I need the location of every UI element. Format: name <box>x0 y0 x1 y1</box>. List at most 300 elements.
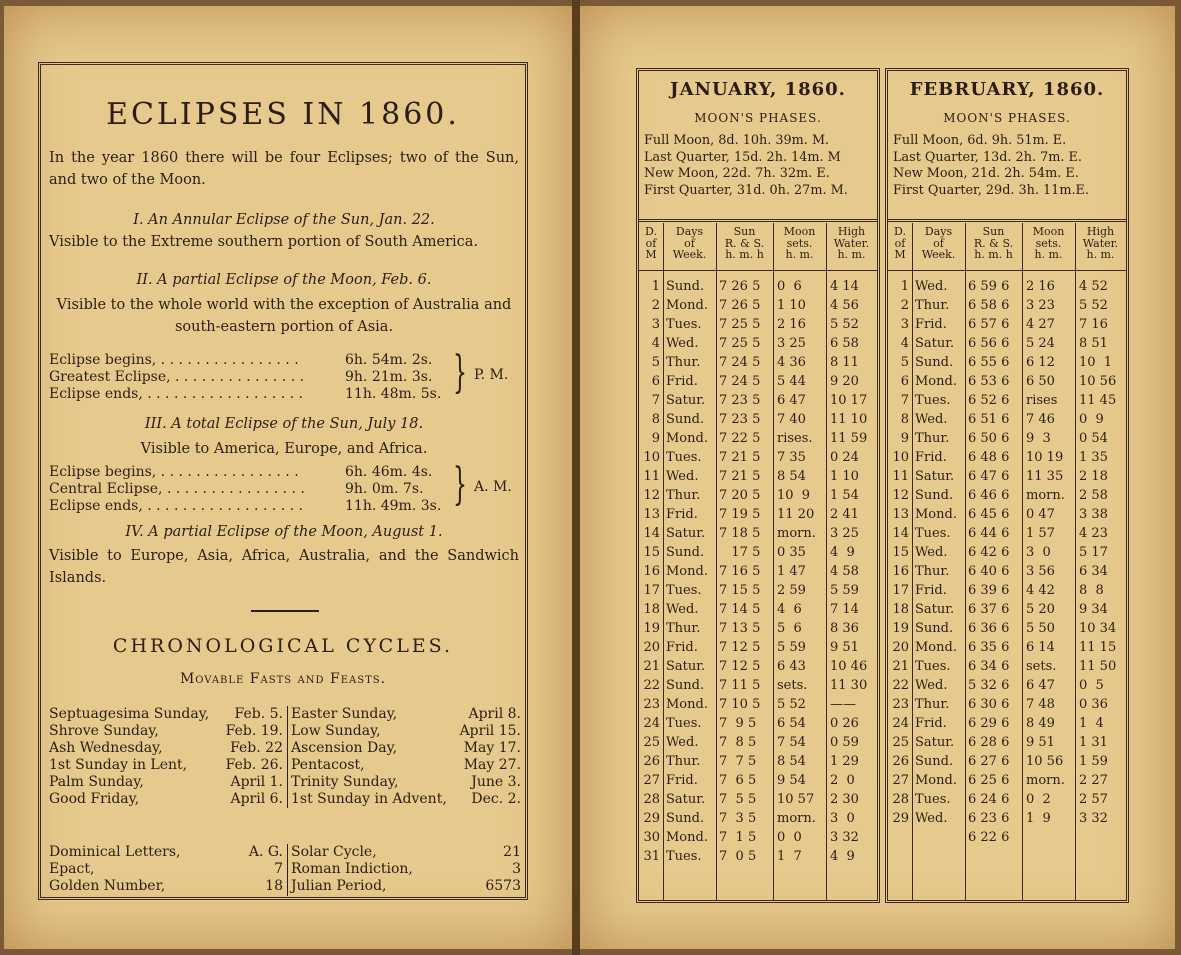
day-of-month: 8 <box>900 412 909 427</box>
moon-sets: 6 12 <box>1026 355 1055 370</box>
day-of-week: Satur. <box>666 792 706 807</box>
high-water: 3 38 <box>1079 507 1108 522</box>
feasts-left <box>49 706 283 808</box>
moon-sets: 5 52 <box>777 697 806 712</box>
item-value: June 3. <box>471 774 521 790</box>
left-page <box>4 6 572 949</box>
high-water: 1 29 <box>830 754 859 769</box>
high-water: 2 18 <box>1079 469 1108 484</box>
day-of-week: Thur. <box>666 754 701 769</box>
column-header: Moon sets. h. m. <box>783 225 816 261</box>
day-of-week: Frid. <box>915 583 947 598</box>
phase-line: Full Moon, 8d. 10h. 39m. M. <box>644 133 830 148</box>
cycles-right <box>291 844 521 895</box>
table-row <box>888 581 1126 600</box>
timing-value: 6h. 46m. 4s. <box>345 464 433 480</box>
eclipses-intro: In the year 1860 there will be four Eclipses; two of the Sun, and two of the Moon. <box>49 150 519 188</box>
table-row <box>639 600 877 619</box>
high-water: 4 9 <box>830 849 855 864</box>
high-water: 2 41 <box>830 507 859 522</box>
table-row <box>639 296 877 315</box>
day-of-month: 27 <box>643 773 660 788</box>
day-of-week: Mond. <box>666 697 708 712</box>
sun-rise-set: 7 22 5 <box>719 431 761 446</box>
day-of-week: Sund. <box>666 678 705 693</box>
item-value: May 17. <box>463 740 521 756</box>
day-of-month: 1 <box>651 279 660 294</box>
high-water: 4 14 <box>830 279 859 294</box>
moon-sets: 11 20 <box>777 507 815 522</box>
day-of-month: 4 <box>651 336 660 351</box>
sun-rise-set: 6 39 6 <box>968 583 1010 598</box>
table-row <box>888 752 1126 771</box>
day-of-month: 6 <box>651 374 660 389</box>
high-water: 10 56 <box>1079 374 1117 389</box>
month-title: JANUARY, 1860. <box>670 79 846 100</box>
sun-rise-set: 6 52 6 <box>968 393 1010 408</box>
table-row <box>639 429 877 448</box>
day-of-month: 10 <box>892 450 909 465</box>
day-of-week: Sund. <box>666 412 705 427</box>
day-of-week: Tues. <box>666 849 702 864</box>
day-of-month: 9 <box>900 431 909 446</box>
day-of-week: Tues. <box>915 659 951 674</box>
column-header: Days of Week. <box>921 225 956 261</box>
phase-line: First Quarter, 29d. 3h. 11m.E. <box>893 182 1089 198</box>
column-header: D. of M <box>894 225 906 261</box>
day-of-week: Sund. <box>915 754 954 769</box>
day-of-week: Wed. <box>666 735 699 750</box>
moon-sets: 6 54 <box>777 716 806 731</box>
day-of-week: Frid. <box>915 450 947 465</box>
day-of-week: Tues. <box>666 583 702 598</box>
day-of-week: Frid. <box>666 773 698 788</box>
day-of-week: Satur. <box>666 393 706 408</box>
table-row <box>888 429 1126 448</box>
day-of-week: Wed. <box>666 602 699 617</box>
high-water: 10 1 <box>1079 355 1113 370</box>
moon-sets: sets. <box>1026 659 1057 674</box>
day-of-month: 9 <box>651 431 660 446</box>
sun-rise-set: 7 12 5 <box>719 659 761 674</box>
table-row <box>888 372 1126 391</box>
moon-sets: rises. <box>777 431 813 446</box>
moon-sets: 10 19 <box>1026 450 1064 465</box>
day-of-week: Satur. <box>915 602 955 617</box>
item-name: Easter Sunday, <box>291 706 398 722</box>
phase-line: Full Moon, 6d. 9h. 51m. E. <box>893 133 1067 148</box>
item-value: Dec. 2. <box>471 791 521 807</box>
sun-rise-set: 6 45 6 <box>968 507 1010 522</box>
sun-rise-set: 6 50 6 <box>968 431 1010 446</box>
moon-sets: 9 54 <box>777 773 806 788</box>
day-of-month: 16 <box>892 564 909 579</box>
moon-sets: 3 23 <box>1026 298 1055 313</box>
table-row <box>639 619 877 638</box>
header-rule-top <box>888 219 1126 222</box>
item-name: Dominical Letters, <box>49 844 181 860</box>
item-name: Trinity Sunday, <box>291 774 399 790</box>
table-row <box>888 733 1126 752</box>
table-row <box>639 315 877 334</box>
sun-rise-set: 6 40 6 <box>968 564 1010 579</box>
day-of-week: Thur. <box>666 621 701 636</box>
item-value: Feb. 19. <box>225 723 283 739</box>
sun-rise-set: 7 13 5 <box>719 621 761 636</box>
high-water: 5 59 <box>830 583 859 598</box>
high-water: 2 57 <box>1079 792 1108 807</box>
day-of-month: 24 <box>643 716 660 731</box>
month-title: FEBRUARY, 1860. <box>909 79 1105 100</box>
table-row <box>888 562 1126 581</box>
high-water: 4 52 <box>1079 279 1108 294</box>
moon-sets: 4 6 <box>777 602 802 617</box>
moon-sets: 10 9 <box>777 488 811 503</box>
day-of-week: Sund. <box>915 355 954 370</box>
table-row <box>639 391 877 410</box>
moon-sets: 1 9 <box>1026 811 1051 826</box>
day-of-week: Mond. <box>666 830 708 845</box>
table-row <box>888 410 1126 429</box>
table-row <box>639 638 877 657</box>
day-of-month: 18 <box>643 602 660 617</box>
day-of-month: 3 <box>900 317 909 332</box>
phase-line: Last Quarter, 15d. 2h. 14m. M <box>644 149 841 165</box>
high-water: 2 30 <box>830 792 859 807</box>
sun-rise-set: 6 37 6 <box>968 602 1010 617</box>
table-row <box>888 353 1126 372</box>
sun-rise-set: 6 58 6 <box>968 298 1010 313</box>
eclipse-3-heading: III. A total Eclipse of the Sun, July 18. <box>144 416 424 432</box>
moon-sets: 6 14 <box>1026 640 1055 655</box>
day-of-month: 20 <box>643 640 660 655</box>
day-of-week: Sund. <box>666 279 705 294</box>
high-water: 0 24 <box>830 450 859 465</box>
moon-sets: 2 59 <box>777 583 806 598</box>
sun-rise-set: 6 22 6 <box>968 830 1010 845</box>
item-name: 1st Sunday in Lent, <box>49 757 188 773</box>
sun-rise-set: 7 25 5 <box>719 336 761 351</box>
moon-sets: 4 36 <box>777 355 806 370</box>
list-item <box>291 706 521 723</box>
table-row <box>888 790 1126 809</box>
day-of-week: Wed. <box>915 811 948 826</box>
moon-sets: 7 40 <box>777 412 806 427</box>
day-of-month: 29 <box>643 811 660 826</box>
table-row <box>639 771 877 790</box>
moon-sets: 1 47 <box>777 564 806 579</box>
table-row <box>888 600 1126 619</box>
moon-sets: 7 46 <box>1026 412 1055 427</box>
table-row <box>888 505 1126 524</box>
sun-rise-set: 7 23 5 <box>719 412 761 427</box>
sun-rise-set: 6 46 6 <box>968 488 1010 503</box>
item-name: 1st Sunday in Advent, <box>291 791 447 807</box>
table-row <box>888 695 1126 714</box>
item-value: May 27. <box>463 757 521 773</box>
sun-rise-set: 7 19 5 <box>719 507 761 522</box>
moon-sets: 10 56 <box>1026 754 1064 769</box>
item-name: Pentacost, <box>291 757 365 773</box>
cycles-title: CHRONOLOGICAL CYCLES. <box>112 635 454 657</box>
high-water: 11 15 <box>1079 640 1117 655</box>
day-of-week: Wed. <box>666 336 699 351</box>
day-of-week: Frid. <box>666 507 698 522</box>
moon-sets: 5 20 <box>1026 602 1055 617</box>
table-row <box>888 448 1126 467</box>
table-row <box>888 524 1126 543</box>
day-of-week: Satur. <box>915 735 955 750</box>
moon-sets: 7 35 <box>777 450 806 465</box>
day-of-month: 26 <box>643 754 660 769</box>
day-of-week: Satur. <box>915 336 955 351</box>
moon-sets: 5 44 <box>777 374 806 389</box>
list-item <box>49 706 283 723</box>
item-name: Shrove Sunday, <box>49 723 159 739</box>
item-value: April 6. <box>230 791 283 807</box>
high-water: 6 58 <box>830 336 859 351</box>
eclipse-2-heading: II. A partial Eclipse of the Moon, Feb. 6. <box>136 272 432 288</box>
sun-rise-set: 6 48 6 <box>968 450 1010 465</box>
sun-rise-set: 7 25 5 <box>719 317 761 332</box>
day-of-month: 20 <box>892 640 909 655</box>
timing-label: Eclipse begins, . . . . . . . . . . . . . . . . <box>49 352 299 368</box>
feasts-right <box>291 706 521 808</box>
day-of-month: 13 <box>892 507 909 522</box>
table-row <box>888 277 1126 296</box>
moon-sets: 5 24 <box>1026 336 1055 351</box>
table-row <box>639 524 877 543</box>
column-header: D. of M <box>645 225 657 261</box>
high-water: 5 52 <box>1079 298 1108 313</box>
moon-sets: 0 47 <box>1026 507 1055 522</box>
timing-value: 6h. 54m. 2s. <box>345 352 433 368</box>
moon-sets: 7 48 <box>1026 697 1055 712</box>
moon-sets: 2 16 <box>777 317 806 332</box>
list-item <box>291 740 521 757</box>
day-of-month: 27 <box>892 773 909 788</box>
moon-sets: 6 47 <box>1026 678 1055 693</box>
table-row <box>639 277 877 296</box>
eclipses-title: ECLIPSES IN 1860. <box>106 97 460 132</box>
high-water: 0 9 <box>1079 412 1104 427</box>
day-of-month: 18 <box>892 602 909 617</box>
day-of-month: 5 <box>900 355 909 370</box>
high-water: 8 51 <box>1079 336 1108 351</box>
sun-rise-set: 7 12 5 <box>719 640 761 655</box>
day-of-month: 3 <box>651 317 660 332</box>
moon-sets: 5 6 <box>777 621 802 636</box>
day-of-month: 11 <box>892 469 909 484</box>
cycles-divider <box>287 844 288 896</box>
day-of-week: Mond. <box>666 298 708 313</box>
ampm-2: A. M. <box>474 479 512 495</box>
timing-value: 11h. 48m. 5s. <box>345 386 442 402</box>
sun-rise-set: 7 23 5 <box>719 393 761 408</box>
table-row <box>639 486 877 505</box>
day-of-week: Tues. <box>666 317 702 332</box>
moon-sets: 4 27 <box>1026 317 1055 332</box>
sun-rise-set: 17 5 <box>719 545 761 560</box>
item-name: Epact, <box>49 861 95 877</box>
day-of-week: Tues. <box>915 792 951 807</box>
table-row <box>639 467 877 486</box>
moon-sets: 1 10 <box>777 298 806 313</box>
high-water: 8 36 <box>830 621 859 636</box>
day-of-week: Wed. <box>666 469 699 484</box>
high-water: 1 59 <box>1079 754 1108 769</box>
high-water: 11 10 <box>830 412 868 427</box>
moon-sets: 1 57 <box>1026 526 1055 541</box>
day-of-month: 12 <box>892 488 909 503</box>
day-of-month: 19 <box>892 621 909 636</box>
table-row <box>639 847 877 866</box>
high-water: 2 0 <box>830 773 855 788</box>
sun-rise-set: 7 14 5 <box>719 602 761 617</box>
timing-label: Eclipse ends, . . . . . . . . . . . . . . . . . . <box>49 386 304 402</box>
sun-rise-set: 6 29 6 <box>968 716 1010 731</box>
day-of-week: Tues. <box>666 450 702 465</box>
table-row <box>639 410 877 429</box>
table-row <box>639 733 877 752</box>
table-row <box>888 543 1126 562</box>
moon-sets: rises <box>1026 393 1058 408</box>
list-item <box>49 740 283 757</box>
item-value: April 1. <box>230 774 283 790</box>
day-of-month: 12 <box>643 488 660 503</box>
item-name: Ash Wednesday, <box>49 740 163 756</box>
sun-rise-set: 6 42 6 <box>968 545 1010 560</box>
day-of-week: Wed. <box>915 545 948 560</box>
sun-rise-set: 6 47 6 <box>968 469 1010 484</box>
separator-rule <box>251 610 319 612</box>
table-row <box>888 676 1126 695</box>
high-water: 9 34 <box>1079 602 1108 617</box>
item-name: Golden Number, <box>49 878 166 894</box>
table-row <box>888 771 1126 790</box>
item-value: Feb. 26. <box>225 757 283 773</box>
day-of-month: 26 <box>892 754 909 769</box>
table-row <box>888 467 1126 486</box>
day-of-week: Thur. <box>915 298 950 313</box>
header-rule-bottom <box>888 270 1126 271</box>
high-water: 0 36 <box>1079 697 1108 712</box>
day-of-month: 21 <box>892 659 909 674</box>
day-of-week: Satur. <box>666 526 706 541</box>
day-of-month: 23 <box>643 697 660 712</box>
cycles-left <box>49 844 283 895</box>
high-water: 11 59 <box>830 431 868 446</box>
day-of-month: 22 <box>892 678 909 693</box>
feasts-title: Movable Fasts and Feasts. <box>179 671 387 687</box>
list-item <box>291 844 521 861</box>
phase-line: First Quarter, 31d. 0h. 27m. M. <box>644 182 848 198</box>
day-of-month: 4 <box>900 336 909 351</box>
sun-rise-set: 7 21 5 <box>719 469 761 484</box>
sun-rise-set: 7 1 5 <box>719 830 757 845</box>
sun-rise-set: 6 35 6 <box>968 640 1010 655</box>
high-water: 2 58 <box>1079 488 1108 503</box>
list-item <box>291 723 521 740</box>
table-row <box>639 372 877 391</box>
list-item <box>49 791 283 808</box>
item-name: Low Sunday, <box>291 723 381 739</box>
table-row <box>888 828 1126 847</box>
table-row <box>888 809 1126 828</box>
item-value: A. G. <box>248 844 283 860</box>
table-row <box>888 334 1126 353</box>
day-of-week: Mond. <box>915 507 957 522</box>
high-water: 4 58 <box>830 564 859 579</box>
table-row <box>639 505 877 524</box>
item-value: 21 <box>503 844 521 860</box>
sun-rise-set: 6 30 6 <box>968 697 1010 712</box>
eclipse-3-visible: Visible to America, Europe, and Africa. <box>140 441 428 457</box>
day-of-week: Sund. <box>915 621 954 636</box>
day-of-week: Thur. <box>915 564 950 579</box>
moon-sets: 0 2 <box>1026 792 1051 807</box>
sun-rise-set: 7 18 5 <box>719 526 761 541</box>
high-water: 11 30 <box>830 678 868 693</box>
item-value: 3 <box>512 861 521 877</box>
list-item <box>49 861 283 878</box>
high-water: 5 52 <box>830 317 859 332</box>
moon-sets: 3 56 <box>1026 564 1055 579</box>
high-water: 6 34 <box>1079 564 1108 579</box>
sun-rise-set: 7 6 5 <box>719 773 757 788</box>
high-water: 0 5 <box>1079 678 1104 693</box>
moon-sets: morn. <box>1026 773 1065 788</box>
day-of-week: Frid. <box>666 374 698 389</box>
sun-rise-set: 6 55 6 <box>968 355 1010 370</box>
high-water: 10 34 <box>1079 621 1117 636</box>
list-item <box>291 791 521 808</box>
sun-rise-set: 7 0 5 <box>719 849 757 864</box>
column-header: High Water. h. m. <box>833 225 870 261</box>
eclipse-4-visible: Visible to Europe, Asia, Africa, Australia, and the Sandwich Islands. <box>49 548 519 586</box>
day-of-month: 15 <box>643 545 660 560</box>
sun-rise-set: 6 53 6 <box>968 374 1010 389</box>
eclipses-frame <box>38 62 528 900</box>
day-of-month: 2 <box>651 298 660 313</box>
table-row <box>639 676 877 695</box>
day-of-month: 29 <box>892 811 909 826</box>
moon-sets: 4 42 <box>1026 583 1055 598</box>
sun-rise-set: 7 10 5 <box>719 697 761 712</box>
day-of-month: 5 <box>651 355 660 370</box>
column-header: High Water. h. m. <box>1082 225 1119 261</box>
item-name: Palm Sunday, <box>49 774 144 790</box>
item-name: Solar Cycle, <box>291 844 377 860</box>
sun-rise-set: 6 56 6 <box>968 336 1010 351</box>
high-water: 3 0 <box>830 811 855 826</box>
table-row <box>888 486 1126 505</box>
day-of-month: 2 <box>900 298 909 313</box>
high-water: 9 51 <box>830 640 859 655</box>
item-value: Feb. 22 <box>230 740 283 756</box>
high-water: 8 11 <box>830 355 859 370</box>
table-row <box>639 657 877 676</box>
item-value: Feb. 5. <box>234 706 283 722</box>
high-water: 3 32 <box>830 830 859 845</box>
day-of-week: Frid. <box>915 716 947 731</box>
day-of-month: 7 <box>900 393 909 408</box>
moon-sets: sets. <box>777 678 808 693</box>
brace-1: } <box>453 347 467 398</box>
table-row <box>888 638 1126 657</box>
day-of-week: Thur. <box>915 431 950 446</box>
moon-sets: 10 57 <box>777 792 815 807</box>
